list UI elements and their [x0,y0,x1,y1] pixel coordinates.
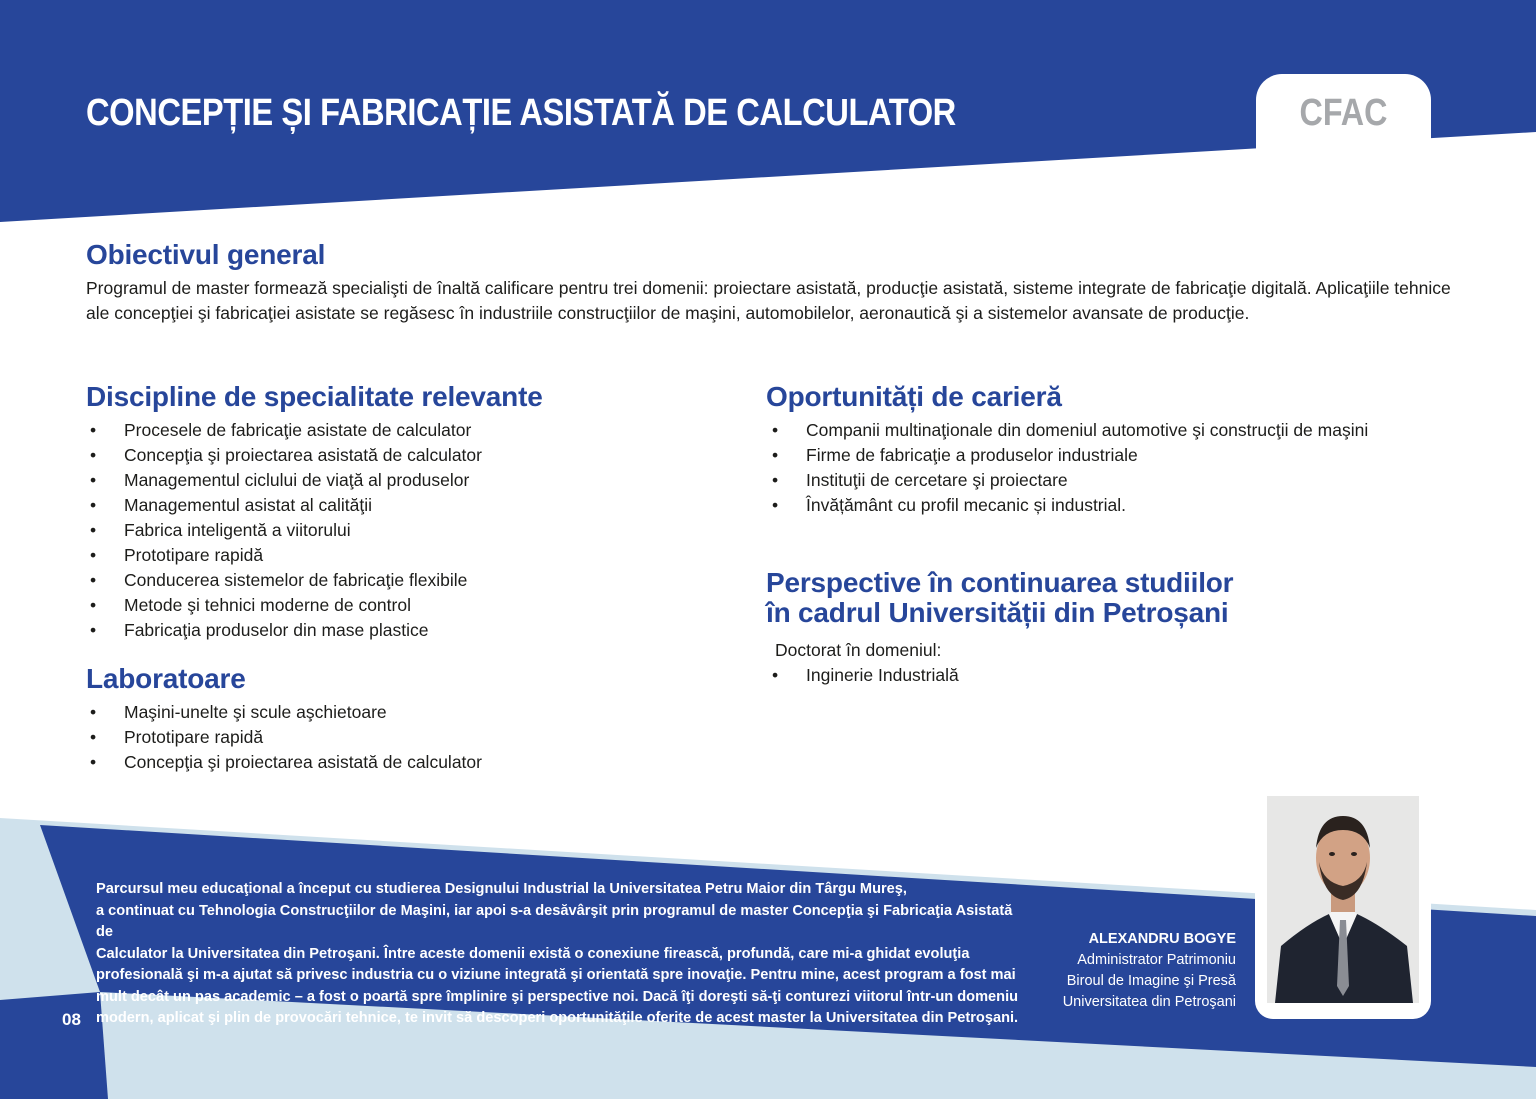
perspectives-heading-line2: în cadrul Universității din Petroșani [766,597,1229,628]
testimonial-text: Parcursul meu educaţional a început cu studierea Designului Industrial la Universitatea Petru Maior din Târgu Mureş, a continuat cu Tehnologia Construcţiilor de Maşini, iar apoi s-a desăvârşit prin programul de master Concepţia şi Fabricaţia Asistată de Calculator la Universitatea din Petroşani. Între aceste domenii există o conexiune firească, profundă, care mi-a ghidat evoluţia profesională şi m-a ajutat să privesc industria cu o viziune integrată şi orientată spre inovaţie. Pentru mine, acest program a fost mai mult decât un pas academic – a fost o poartă spre împlinire şi perspective noi. Dacă îţi doreşti să-ţi conturezi viitorul într-un domeniu modern, aplicat şi plin de provocări tehnice, te invit să descoperi oportunităţile oferite de acest master la Universitatea din Petroşani. [96,881,1019,1026]
perspectives-intro: Doctorat în domeniul: [775,640,942,660]
list-item: • Maşini-unelte şi scule aşchietoare [86,700,706,725]
list-item: • Fabricaţia produselor din mase plastice [86,618,706,643]
careers-list [768,418,1408,518]
bullet-icon: • [90,545,97,565]
list-item: • Managementul asistat al calităţii [86,493,706,518]
objective-heading: Obiectivul general [86,239,326,270]
bullet-icon: • [90,520,97,540]
list-item: • Prototipare rapidă [86,543,706,568]
disciplines-list [86,418,706,643]
footer-left-blue-wedge [0,992,108,1099]
list-item: • Procesele de fabricaţie asistate de calculator [86,418,706,443]
list-item: • Inginerie Industrială [768,663,1408,688]
list-item: • Conducerea sistemelor de fabricaţie flexibile [86,568,706,593]
list-item: • Metode şi tehnici moderne de control [86,593,706,618]
list-item: • Fabrica inteligentă a viitorului [86,518,706,543]
list-item: • Firme de fabricaţie a produselor industriale [768,443,1408,468]
careers-heading: Oportunități de carieră [766,381,1062,412]
bullet-icon: • [90,620,97,640]
list-item: • Companii multinaţionale din domeniul automotive şi construcţii de maşini [768,418,1408,443]
author-photo [1267,796,1419,1003]
bullet-icon: • [772,445,779,465]
perspectives-list [768,663,1408,688]
list-item: • Concepţia şi proiectarea asistată de calculator [86,443,706,468]
perspectives-heading-line1: Perspective în continuarea studiilor [766,567,1234,598]
page-number: 08 [62,1010,81,1029]
bullet-icon: • [90,570,97,590]
disciplines-heading: Discipline de specialitate relevante [86,381,543,412]
bullet-icon: • [90,420,97,440]
list-item: • Prototipare rapidă [86,725,706,750]
bullet-icon: • [772,420,779,440]
bullet-icon: • [90,727,97,747]
bullet-icon: • [772,665,779,685]
bullet-icon: • [90,445,97,465]
bullet-icon: • [90,495,97,515]
portrait-icon [1267,796,1419,1003]
bullet-icon: • [90,595,97,615]
bullet-icon: • [772,470,779,490]
bullet-icon: • [90,470,97,490]
page-title: CONCEPȚIE ȘI FABRICAȚIE ASISTATĂ DE CALCULATOR [86,92,956,134]
bullet-icon: • [90,702,97,722]
perspectives-heading [766,568,1233,628]
objective-text: Programul de master formează specialişti de înaltă calificare pentru trei domenii: proiectare asistată, producţie asistată, sisteme integrate de fabricaţie digitală. Aplicaţiile tehnice ale concepţiei şi fabricaţiei asistate se regăsesc în industriile construcţiilor de maşini, automobilelor, aeronautică şi a sistemelor avansate de producţie. [86,278,1451,323]
labs-heading: Laboratoare [86,663,246,694]
author-name: ALEXANDRU BOGYE [1088,931,1236,947]
list-item: • Managementul ciclului de viaţă al produselor [86,468,706,493]
labs-list [86,700,706,775]
list-item: • Concepţia şi proiectarea asistată de calculator [86,750,706,775]
author-institution: Universitatea din Petroşani [1062,994,1236,1010]
author-department: Biroul de Imagine şi Presă [1066,973,1236,989]
list-item: • Învățământ cu profil mecanic și industrial. [768,493,1408,518]
bullet-icon: • [90,752,97,772]
testimonial-signature [1030,929,1236,1013]
program-code: CFAC [1299,92,1388,134]
bullet-icon: • [772,495,779,515]
author-role: Administrator Patrimoniu [1077,952,1236,968]
list-item: • Instituţii de cercetare şi proiectare [768,468,1408,493]
